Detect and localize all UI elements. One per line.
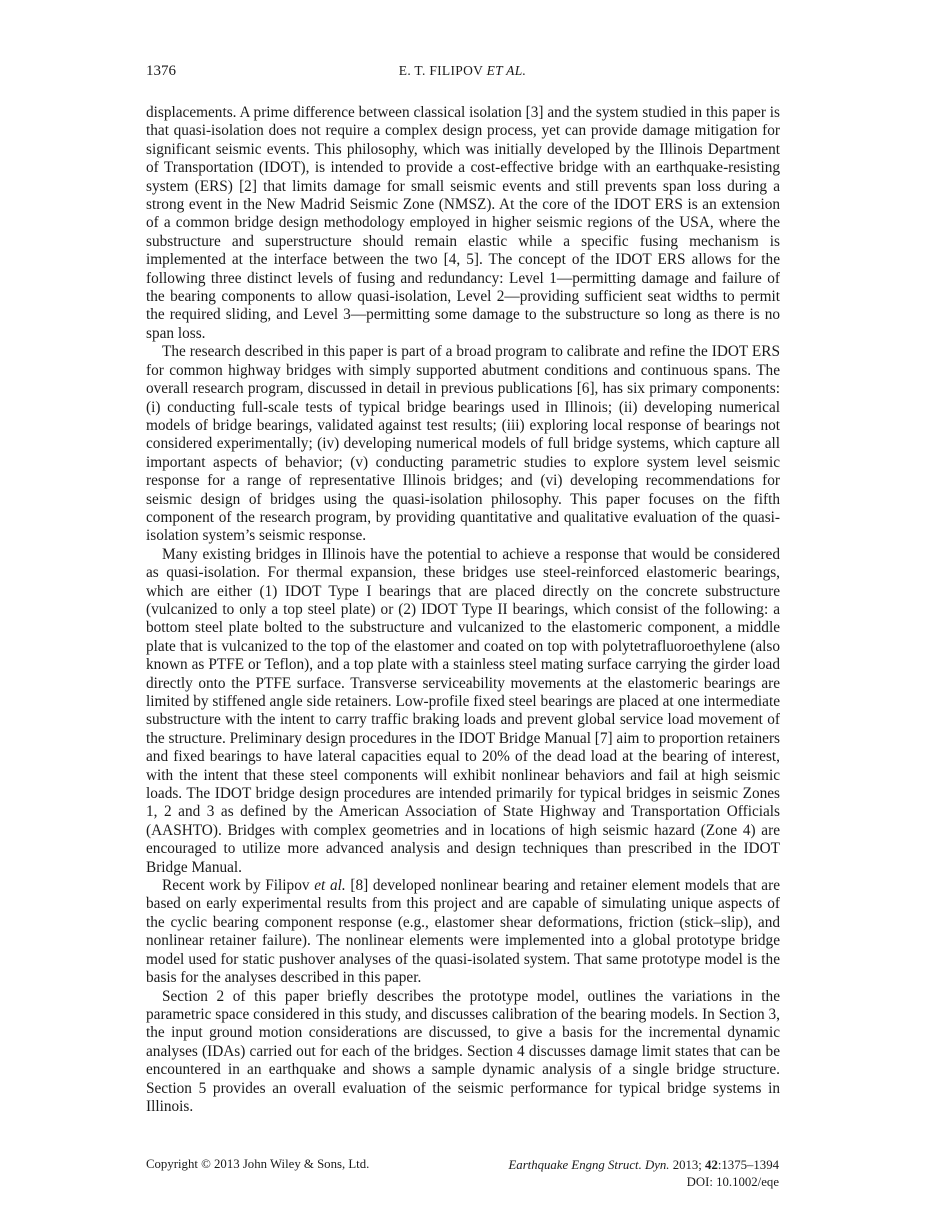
journal-citation (508, 1157, 779, 1190)
running-head (0, 63, 925, 79)
paragraph-3: Many existing bridges in Illinois have the potential to achieve a response that would be considered as quasi-isolation. For thermal expansion, these bridges use steel-reinforced elastomeric bearings, which are either (1) IDOT Type I bearings that are placed directly on the concrete substructure (vulcanized to only a top steel plate) or (2) IDOT Type II bearings, which consist of the following: a bottom steel plate bolted to the substructure and vulcanized to the elastomeric component, a middle plate that is vulcanized to the top of the elastomer and coated on top with polytetrafluoroethylene (also known as PTFE or Teflon), and a top plate with a stainless steel mating surface carrying the girder load directly onto the PTFE surface. Transverse serviceability movements at the elastomeric bearings are limited by stiffened angle side retainers. Low-profile fixed steel bearings are placed at one intermediate substructure with the intent to carry traffic braking loads and prevent global service load movement of the structure. Preliminary design procedures in the IDOT Bridge Manual [7] aim to proportion retainers and fixed bearings to have lateral capacities equal to 20% of the dead load at the bearing of interest, with the intent that these steel components will exhibit nonlinear behaviors and fail at high seismic loads. The IDOT bridge design procedures are intended primarily for typical bridges in seismic Zones 1, 2 and 3 as defined by the American Association of State Highway and Transportation Officials (AASHTO). Bridges with complex geometries and in locations of high seismic hazard (Zone 4) are encouraged to utilize more advanced analysis and design techniques than prescribed in the IDOT Bridge Manual. (146, 545, 780, 876)
page-number: 1376 (146, 63, 176, 79)
journal-pages: :1375–1394 (717, 1158, 779, 1172)
paragraph-4-start: Recent work by Filipov (162, 877, 315, 895)
paragraph-4 (146, 877, 780, 987)
doi: DOI: 10.1002/eqe (686, 1174, 779, 1189)
et-al-citation: et al. (314, 877, 346, 895)
paragraph-5: Section 2 of this paper briefly describes the prototype model, outlines the variations in the parametric space considered in this study, and discusses calibration of the bearing models. In Section 3, the input ground motion considerations are discussed, to give a basis for the incremental dynamic analyses (IDAs) carried out for each of the bridges. Section 4 discusses damage limit states that can be encountered in an earthquake and shows a sample dynamic analysis of a single bridge structure. Section 5 provides an overall evaluation of the seismic performance for typical bridge systems in Illinois. (146, 987, 780, 1115)
paragraph-2: The research described in this paper is part of a broad program to calibrate and refine the IDOT ERS for common highway bridges with simply supported abutment conditions and continuous spans. The overall research program, discussed in detail in previous publications [6], has six primary components: (i) conducting full-scale tests of typical bridge bearings used in Illinois; (ii) developing numerical models of bridge bearings, validated against test results; (iii) exploring local response of bearings not considered experimentally; (iv) developing numerical models of full bridge systems, which capture all important aspects of behavior; (v) conducting parametric studies to explore system level seismic response for a range of representative Illinois bridges; and (vi) developing recommendations for seismic design of bridges using the quasi-isolation philosophy. This paper focuses on the fifth component of the research program, by providing quantitative and qualitative evaluation of the quasi-isolation system’s seismic response. (146, 343, 780, 545)
journal-year: 2013; (672, 1158, 702, 1172)
journal-volume: 42 (705, 1158, 718, 1172)
running-head-authors: E. T. FILIPOV (398, 63, 483, 78)
body-text (146, 104, 780, 1116)
running-head-et-al: ET AL. (486, 63, 527, 78)
paragraph-1: displacements. A prime difference between classical isolation [3] and the system studied in this paper is that quasi-isolation does not require a complex design process, yet can provide damage mitigation for significant seismic events. This philosophy, which was initially developed by the Illinois Department of Transportation (IDOT), is intended to provide a cost-effective bridge with an earthquake-resisting system (ERS) [2] that limits damage for small seismic events and still prevents span loss during a strong event in the New Madrid Seismic Zone (NMSZ). At the core of the IDOT ERS is an extension of a common bridge design methodology employed in higher seismic regions of the USA, where the substructure and superstructure should remain elastic while a specific fusing mechanism is implemented at the interface between the two [4, 5]. The concept of the IDOT ERS allows for the following three distinct levels of fusing and redundancy: Level 1—permitting damage and failure of the bearing components to allow quasi-isolation, Level 2—providing sufficient seat widths to permit the required sliding, and Level 3—permitting some damage to the substructure so long as there is no span loss. (146, 104, 780, 342)
paragraph-4-rest: [8] developed nonlinear bearing and retainer element models that are based on early experimental results from this project and are capable of simulating unique aspects of the cyclic bearing component response (e.g., elastomer shear deformations, friction (stick–slip), and nonlinear retainer failure). The nonlinear elements were implemented into a global prototype bridge model used for static pushover analyses of the quasi-isolated system. That same prototype model is the basis for the analyses described in this paper. (146, 877, 780, 987)
journal-name: Earthquake Engng Struct. Dyn. (508, 1158, 670, 1172)
journal-line (508, 1157, 779, 1174)
copyright-notice: Copyright © 2013 John Wiley & Sons, Ltd. (146, 1157, 370, 1171)
